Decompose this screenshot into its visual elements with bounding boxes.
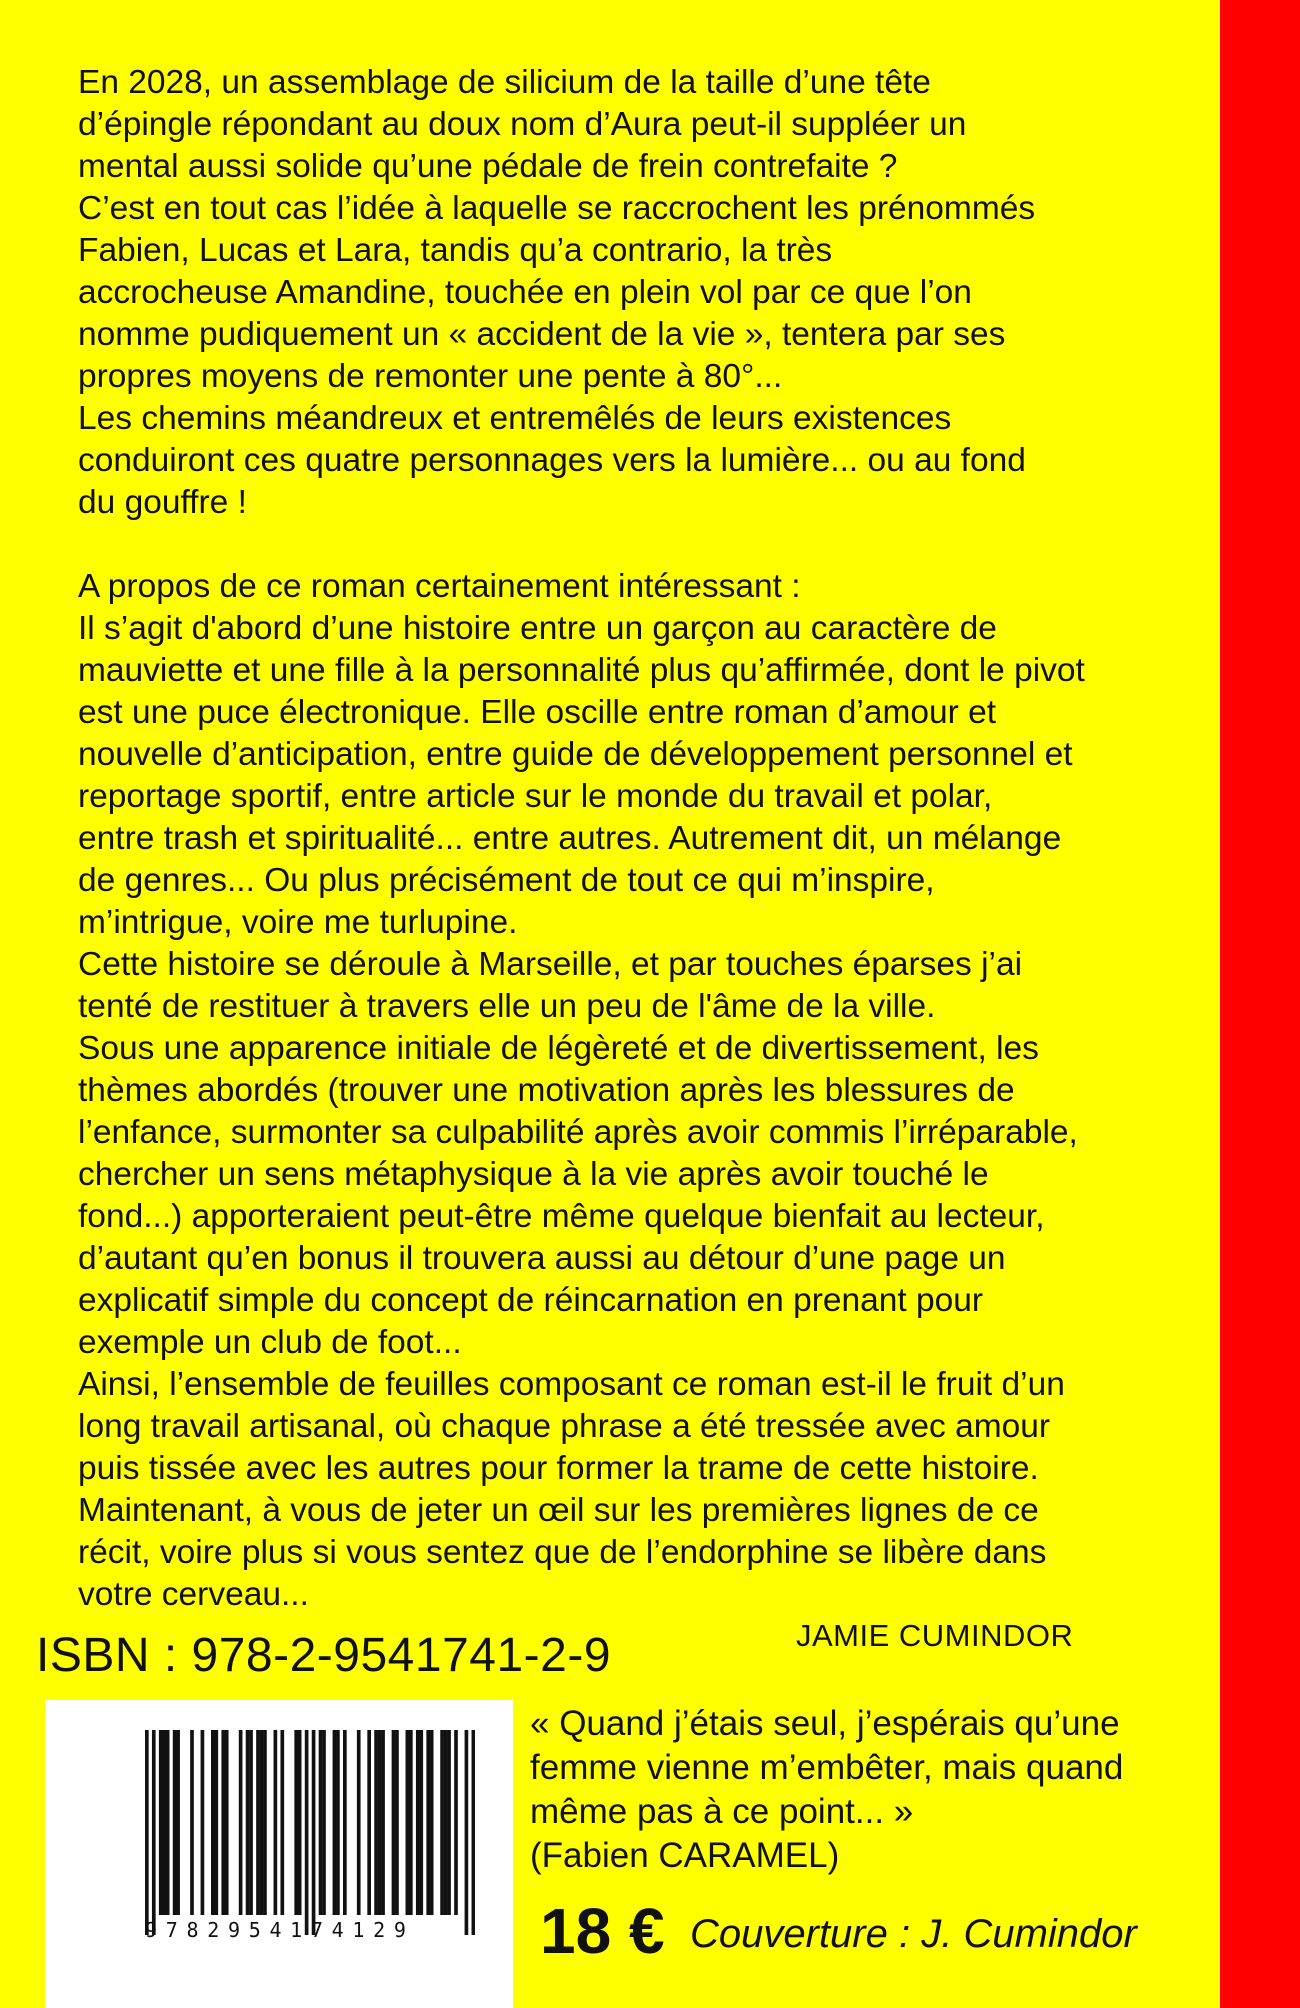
barcode-bar [225,1730,229,1915]
barcode-bar [319,1730,323,1915]
barcode-bar [159,1730,163,1915]
barcode-bar [392,1730,396,1915]
barcode-bar [416,1730,420,1915]
quote-line: même pas à ce point... » [530,1792,914,1831]
barcode-bar [211,1730,215,1915]
isbn-number: ISBN : 978-2-9541741-2-9 [36,1629,612,1682]
barcode-bar [406,1730,410,1915]
barcode-bar [409,1730,413,1915]
blurb-section-synopsis [78,62,1188,524]
barcode-bar [274,1730,278,1915]
blurb-line: reportage sportif, entre article sur le monde du travail et polar, [78,778,993,815]
barcode-bar [419,1730,423,1915]
quote-block [530,1702,1210,1878]
barcode-bar [145,1730,149,1935]
blurb-line: d’épingle répondant au doux nom d’Aura peut-il suppléer un [78,106,967,143]
paragraph-gap [78,524,1188,566]
blurb-line: explicatif simple du concept de réincarnation en prenant pour [78,1282,984,1319]
blurb-line: votre cerveau... [78,1576,309,1613]
barcode-bar [357,1730,361,1915]
barcode-bar [430,1730,434,1915]
barcode-bar [374,1730,378,1915]
blurb-line: mental aussi solide qu’une pédale de frein contrefaite ? [78,148,898,185]
blurb-line: nouvelle d’anticipation, entre guide de développement personnel et [78,736,1073,773]
blurb-line: nomme pudiquement un « accident de la vie », tentera par ses [78,316,1006,353]
blurb-line: Cette histoire se déroule à Marseille, et par touches éparses j’ai [78,946,1023,983]
blurb-line: Ainsi, l’ensemble de feuilles composant ce roman est-il le fruit d’un [78,1366,1065,1403]
barcode-bar [173,1730,177,1915]
barcode-bar [395,1730,399,1915]
blurb-line: Sous une apparence initiale de légèreté et de divertissement, les [78,1030,1039,1067]
blurb-line: est une puce électronique. Elle oscille entre roman d’amour et [78,694,997,731]
barcode-bar [440,1730,444,1915]
barcode-digits: 9782954174129 [145,1918,415,1942]
barcode-bar [190,1730,194,1915]
blurb-line: récit, voire plus si vous sentez que de l’endorphine se libère dans [78,1534,1047,1571]
barcode-bar [381,1730,385,1915]
blurb-line: propres moyens de remonter une pente à 80°... [78,358,783,395]
blurb-line: exemple un club de foot... [78,1324,462,1361]
blurb-line: du gouffre ! [78,484,247,521]
author-name: JAMIE CUMINDOR [796,1618,1074,1653]
barcode-bar [260,1730,264,1915]
blurb-line: long travail artisanal, où chaque phrase a été tressée avec amour [78,1408,1051,1445]
barcode-bar [333,1730,337,1915]
price-label: 18 € [540,1895,665,1967]
barcode-bar [454,1730,458,1915]
barcode-bar [367,1730,371,1915]
barcode-bar [312,1730,316,1935]
barcode-bar [152,1730,156,1935]
blurb-line: Fabien, Lucas et Lara, tandis qu’a contrario, la très [78,232,833,269]
blurb-section-about [78,566,1188,1616]
barcode-bar [221,1730,225,1915]
blurb-line: mauviette et une fille à la personnalité plus qu’affirmée, dont le pivot [78,652,1085,689]
blurb-line: Maintenant, à vous de jeter un œil sur les premières lignes de ce [78,1492,1039,1529]
barcode-bar [298,1730,302,1915]
blurb-line: chercher un sens métaphysique à la vie après avoir touché le [78,1156,989,1193]
quote-line: « Quand j’étais seul, j’espérais qu’une [530,1704,1120,1743]
barcode-bar [322,1730,326,1915]
barcode-bar [249,1730,253,1915]
barcode-bar [201,1730,205,1915]
blurb-line: l’enfance, surmonter sa culpabilité après avoir commis l’irréparable, [78,1114,1078,1151]
blurb-line: En 2028, un assemblage de silicium de la taille d’une tête [78,64,931,101]
barcode-bar [214,1730,218,1915]
blurb-line: fond...) apporteraient peut-être même quelque bienfait au lecteur, [78,1198,1045,1235]
blurb-line: accrocheuse Amandine, touchée en plein vol par ce que l’on [78,274,972,311]
blurb-line: Il s’agit d'abord d’une histoire entre un garçon au caractère de [78,610,997,647]
blurb-line: thèmes abordés (trouver une motivation après les blessures de [78,1072,1015,1109]
blurb-line: tenté de restituer à travers elle un peu de l'âme de la ville. [78,988,936,1025]
barcode-bar [336,1730,340,1915]
blurb-line: C’est en tout cas l’idée à laquelle se raccrochent les prénommés [78,190,1036,227]
blurb-line: entre trash et spiritualité... entre autres. Autrement dit, un mélange [78,820,1062,857]
blurb-line: puis tissée avec les autres pour former la trame de cette histoire. [78,1450,1039,1487]
barcode-bar [447,1730,451,1915]
blurb-line: d’autant qu’en bonus il trouvera aussi au détour d’une page un [78,1240,1006,1277]
barcode-bar [343,1730,347,1915]
barcode-bar [162,1730,166,1915]
barcode-bar [256,1730,260,1915]
barcode-bar [246,1730,250,1915]
back-cover-blurb [78,62,1188,1616]
barcode-panel [45,1700,513,2008]
barcode-bar [280,1730,284,1915]
blurb-line: m’intrigue, voire me turlupine. [78,904,518,941]
barcode-bar [378,1730,382,1915]
barcode-bar [444,1730,448,1915]
blurb-line: de genres... Ou plus précisément de tout ce qui m’inspire, [78,862,935,899]
red-side-band [1220,0,1300,2008]
blurb-line: conduiront ces quatre personnages vers la lumière... ou au fond [78,442,1026,479]
barcode-bar [294,1730,298,1915]
barcode-bar [472,1730,475,1935]
barcode-bar [239,1730,243,1915]
quote-line: femme vienne m’embêter, mais quand [530,1748,1124,1787]
barcode-bar [263,1730,267,1915]
cover-credit: Couverture : J. Cumindor [690,1912,1137,1956]
blurb-line: A propos de ce roman certainement intéressant : [78,568,801,605]
barcode-bar [176,1730,180,1915]
quote-attribution: (Fabien CARAMEL) [530,1836,840,1875]
barcode-bar [465,1730,469,1935]
barcode-bar [305,1730,309,1935]
barcode-bar [426,1730,430,1915]
barcode-bar [166,1730,170,1915]
blurb-line: Les chemins méandreux et entremêlés de leurs existences [78,400,952,437]
